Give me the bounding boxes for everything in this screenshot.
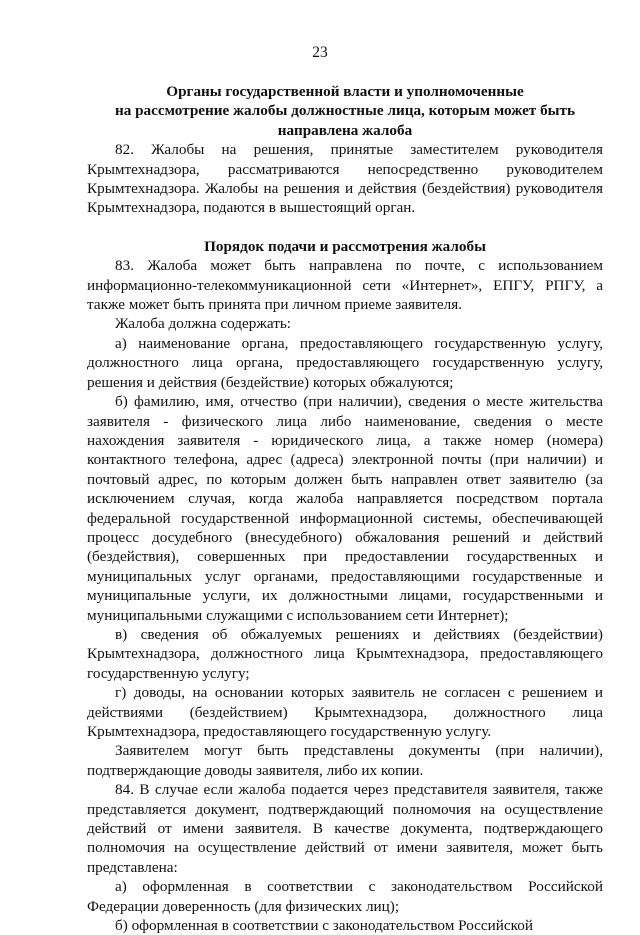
section-heading-procedure [87,237,603,256]
paragraph-complaint-contents: Жалоба должна содержать: [115,315,291,333]
section-heading-authorities [87,82,603,140]
heading-line: Порядок подачи и рассмотрения жалобы [204,237,486,255]
list-item-g: г) доводы, на основании которых заявитель не согласен с решением и действиями (бездействием) Крымтехнадзора, должностного лица Крымтехнадзора, предоставляющего государственную услугу. [87,684,603,740]
list-item-b-legal-entity: б) оформленная в соответствии с законодательством Российской [115,917,533,935]
list-item-v: в) сведения об обжалуемых решениях и действиях (бездействии) Крымтехнадзора, должностного лица Крымтехнадзора, предоставляющего государственную услугу; [87,625,603,682]
heading-line: на рассмотрение жалобы должностные лица, которым может быть [114,102,576,120]
paragraph-documents: Заявителем могут быть представлены документы (при наличии), подтверждающие доводы заявителя, либо их копии. [87,742,603,779]
page-number: 23 [312,44,328,61]
list-item-b: б) фамилию, имя, отчество (при наличии), сведения о месте жительства заявителя - физического лица либо наименование, сведения о месте нахождения заявителя - юридического лица, а также номер (номера) контактного телефона, адрес (адреса) электронной почты (при наличии) и почтовый адрес, по которым должен быть направлен ответ заявителю (за исключением случая, когда жалоба направляется посредством портала федеральной государственной информационной системы, обеспечивающей процесс досудебного (внесудебного) обжалования решений и действий (бездействия), совершенных при предоставлении государственных и муниципальных услуг органами, предоставляющими государственные и муниципальные услуги, их должностными лицами, государственными и муниципальными служащими с использованием сети Интернет); [87,393,603,624]
list-item-a-power-of-attorney: а) оформленная в соответствии с законодательством Российской Федерации доверенность (для физических лиц); [87,878,603,915]
paragraph-84: 84. В случае если жалоба подается через представителя заявителя, также представляется документ, подтверждающий полномочия на осуществление действий от имени заявителя. В качестве документа, подтверждающего полномочия на осуществление действий от имени заявителя, может быть представлена: [87,781,603,876]
list-item-a: а) наименование органа, предоставляющего государственную услугу, должностного лица органа, предоставляющего государственную услугу, решения и действия (бездействие) которых обжалуются; [87,334,603,391]
paragraph-83: 83. Жалоба может быть направлена по почте, с использованием информационно-телекоммуникационной сети «Интернет», ЕПГУ, РПГУ, а также может быть принята при личном приеме заявителя. [87,257,603,314]
heading-line: Органы государственной власти и уполномоченные [166,83,524,100]
heading-line: направлена жалоба [277,121,413,139]
paragraph-82: 82. Жалобы на решения, принятые заместителем руководителя Крымтехнадзора, рассматриваются непосредственно руководителем Крымтехнадзора. Жалобы на решения и действия (бездействия) руководителя Крымтехнадзора, подаются в вышестоящий орган. [87,141,603,217]
document-body [87,82,603,935]
